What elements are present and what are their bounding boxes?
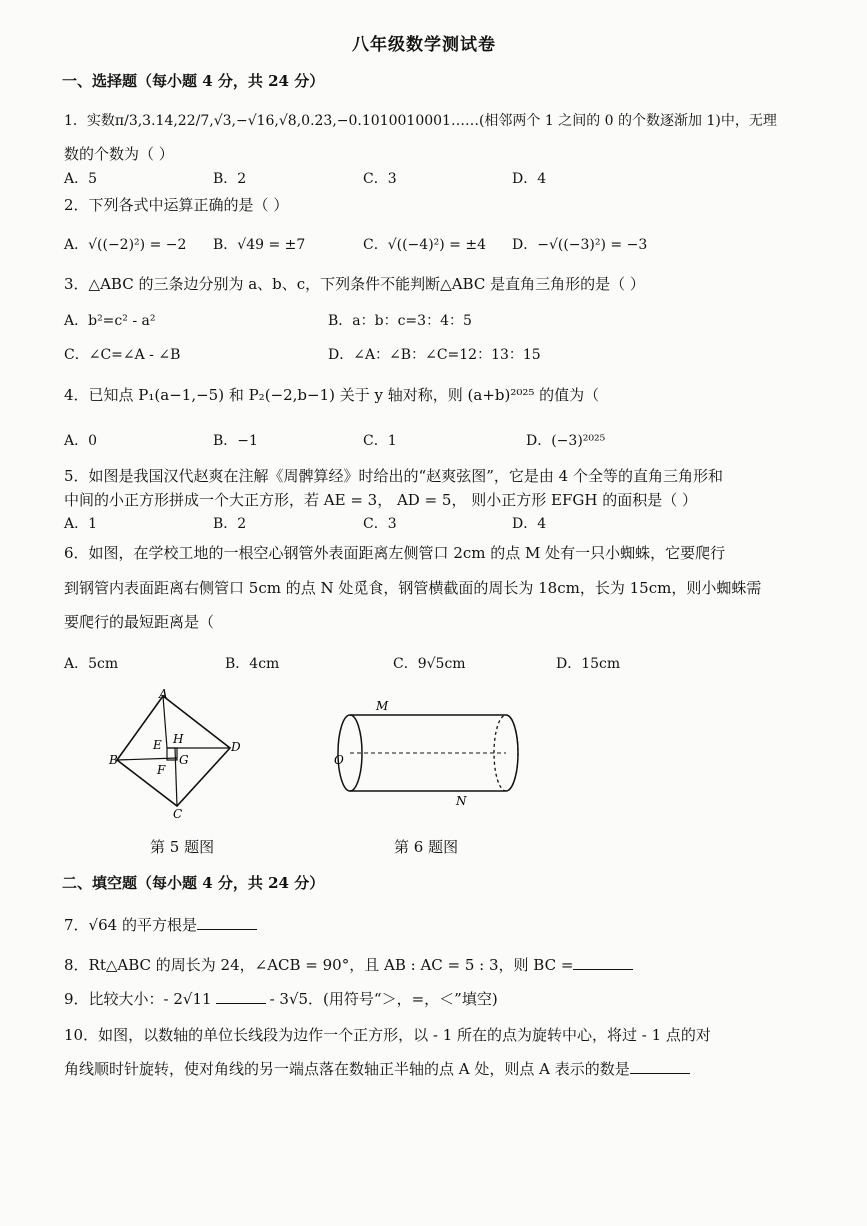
- question-3-option-a: A．b²=c² - a²: [64, 313, 156, 329]
- question-6-line2: 到钢管内表面距离右侧管口 5cm 的点 N 处觅食，钢管横截面的周长为 18cm，长为 15cm，则小蜘蛛需: [64, 579, 762, 597]
- question-5-option-d: D．4: [512, 516, 547, 532]
- question-3-option-d: D．∠A：∠B：∠C=12：13：15: [328, 347, 541, 363]
- question-3-stem: 3．△ABC 的三条边分别为 a、b、c，下列条件不能判断△ABC 是直角三角形的是（ ）: [64, 275, 645, 293]
- fig5-label-a: A: [159, 688, 168, 701]
- question-6-option-b: B．4cm: [225, 656, 280, 672]
- figure-6-caption: 第 6 题图: [394, 838, 459, 856]
- question-8: [64, 954, 633, 975]
- question-1-line2: 数的个数为（ ）: [64, 145, 174, 163]
- question-5-line1: 5．如图是我国汉代赵爽在注解《周髀算经》时给出的“赵爽弦图”，它是由 4 个全等的直角三角形和: [64, 467, 723, 485]
- question-6-option-a: A．5cm: [64, 656, 119, 672]
- question-4-option-a: A．0: [64, 433, 98, 449]
- question-9-part-a: 9．比较大小：- 2√11: [64, 990, 212, 1008]
- question-1-line1: 1．实数π/3,3.14,22/7,√3,−√16,√8,0.2̇3̇,−0.1010010001……(相邻两个 1 之间的 0 的个数逐渐加 1)中，无理: [64, 113, 777, 129]
- question-2-option-d: D．−√((−3)²) = −3: [512, 237, 648, 253]
- question-4-option-b: B．−1: [213, 433, 258, 449]
- figure-6-diagram: [328, 698, 528, 808]
- fig5-label-e: E: [153, 738, 162, 752]
- question-8-text: 8．Rt△ABC 的周长为 24，∠ACB = 90°，且 AB : AC = 5 : 3，则 BC =: [64, 956, 574, 974]
- question-6-line1: 6．如图，在学校工地的一根空心钢管外表面距离左侧管口 2cm 的点 M 处有一只小蜘蛛，它要爬行: [64, 544, 726, 562]
- question-7: [64, 914, 257, 935]
- question-4-option-d: D．(−3)²⁰²⁵: [526, 433, 606, 449]
- question-7-text: 7．√64 的平方根是: [64, 916, 197, 934]
- fig6-label-n: N: [456, 794, 467, 808]
- question-9-blank[interactable]: [216, 989, 266, 1004]
- question-6-option-c: C．9√5cm: [393, 656, 466, 672]
- question-1-option-b: B．2: [213, 171, 247, 187]
- question-9-part-b: - 3√5．(用符号“＞，=，＜”填空): [269, 990, 498, 1008]
- fig5-label-c: C: [173, 807, 183, 821]
- question-1-option-a: A．5: [64, 171, 98, 187]
- figure-5-caption: 第 5 题图: [150, 838, 215, 856]
- question-5-option-c: C．3: [363, 516, 397, 532]
- question-2-stem: 2．下列各式中运算正确的是（ ）: [64, 196, 289, 214]
- fig5-label-b: B: [109, 753, 118, 767]
- question-10: [64, 1058, 690, 1079]
- figure-5-diagram: [105, 688, 245, 823]
- question-3-option-b: B．a：b：c=3：4：5: [328, 313, 472, 329]
- question-3-option-c: C．∠C=∠A - ∠B: [64, 347, 181, 363]
- question-6-line3: 要爬行的最短距离是（: [64, 613, 215, 631]
- section-heading-fill: 二、填空题（每小题 4 分，共 24 分）: [62, 874, 325, 892]
- fig6-label-o: O: [334, 753, 344, 767]
- question-4-option-c: C．1: [363, 433, 397, 449]
- fig5-label-h: H: [173, 732, 184, 746]
- question-10-blank[interactable]: [630, 1059, 690, 1074]
- question-9: [64, 988, 498, 1009]
- fig5-label-g: G: [179, 753, 189, 767]
- question-2-option-b: B．√49 = ±7: [213, 237, 306, 253]
- section-heading-choice: 一、选择题（每小题 4 分，共 24 分）: [62, 72, 325, 90]
- question-10-line1: 10．如图，以数轴的单位长线段为边作一个正方形，以 - 1 所在的点为旋转中心，将过 - 1 点的对: [64, 1026, 711, 1044]
- question-2-option-c: C．√((−4)²) = ±4: [363, 237, 486, 253]
- question-6-option-d: D．15cm: [556, 656, 621, 672]
- question-7-blank[interactable]: [197, 915, 257, 930]
- question-1-option-d: D．4: [512, 171, 547, 187]
- question-4-stem: 4．已知点 P₁(a−1,−5) 和 P₂(−2,b−1) 关于 y 轴对称，则 (a+b)²⁰²⁵ 的值为（: [64, 386, 600, 404]
- question-2-option-a: A．√((−2)²) = −2: [64, 237, 187, 253]
- question-5-option-a: A．1: [64, 516, 98, 532]
- fig5-label-f: F: [157, 763, 166, 777]
- fig6-label-m: M: [376, 699, 389, 713]
- page-title: 八年级数学测试卷: [352, 35, 496, 55]
- question-5-option-b: B．2: [213, 516, 247, 532]
- question-10-line2: 角线顺时针旋转，使对角线的另一端点落在数轴正半轴的点 A 处，则点 A 表示的数是: [64, 1060, 630, 1078]
- question-5-line2: 中间的小正方形拼成一个大正方形，若 AE = 3， AD = 5， 则小正方形 EFGH 的面积是（ ）: [64, 491, 697, 509]
- question-8-blank[interactable]: [573, 955, 633, 970]
- fig5-label-d: D: [231, 740, 241, 754]
- question-1-option-c: C．3: [363, 171, 397, 187]
